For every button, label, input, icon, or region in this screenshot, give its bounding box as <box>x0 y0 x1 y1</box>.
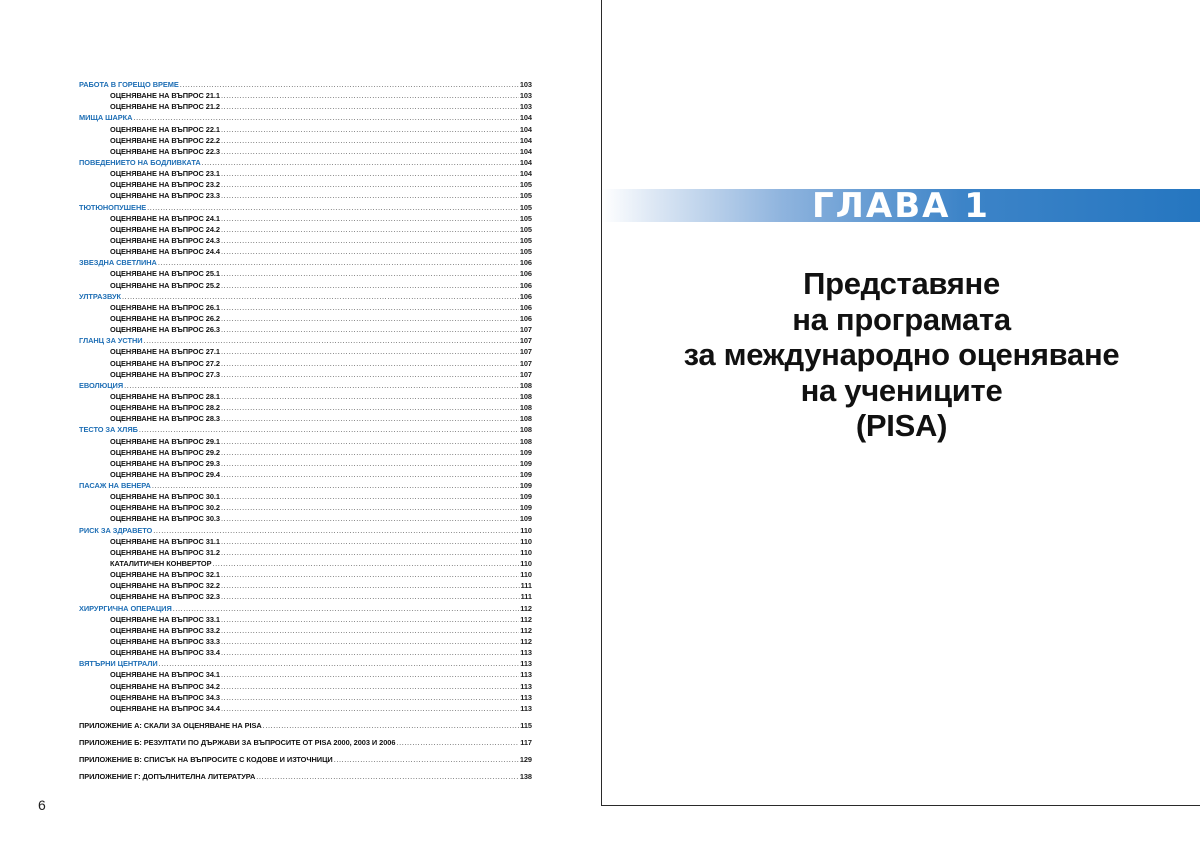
toc-subentry-row[interactable] <box>79 358 532 369</box>
toc-entry-title: ОЦЕНЯВАНЕ НА ВЪПРОС 29.1 <box>110 436 220 446</box>
toc-entry-title: ОЦЕНЯВАНЕ НА ВЪПРОС 27.1 <box>110 347 220 357</box>
toc-dot-leader <box>221 681 519 692</box>
toc-entry-title: ОЦЕНЯВАНЕ НА ВЪПРОС 24.4 <box>110 247 220 257</box>
toc-entry-page: 106 <box>519 258 532 268</box>
toc-section-row[interactable] <box>79 291 532 302</box>
toc-entry-title: ЗВЕЗДНА СВЕТЛИНА <box>79 258 157 268</box>
toc-subentry-row[interactable] <box>79 313 532 324</box>
toc-entry-title: ОЦЕНЯВАНЕ НА ВЪПРОС 34.3 <box>110 692 220 702</box>
toc-subentry-row[interactable] <box>79 436 532 447</box>
toc-entry-title: ТЮТЮНОПУШЕНЕ <box>79 202 147 212</box>
toc-dot-leader <box>152 480 519 491</box>
toc-subentry-row[interactable] <box>79 213 532 224</box>
toc-subentry-row[interactable] <box>79 369 532 380</box>
toc-entry-page: 103 <box>519 102 532 112</box>
toc-entry-page: 109 <box>519 514 532 524</box>
toc-subentry-row[interactable] <box>79 547 532 558</box>
toc-entry-page: 117 <box>520 738 532 748</box>
toc-entry-page: 108 <box>519 391 532 401</box>
toc-entry-title: ОЦЕНЯВАНЕ НА ВЪПРОС 32.1 <box>110 570 220 580</box>
toc-subentry-row[interactable] <box>79 625 532 636</box>
toc-entry-title: ГЛАНЦ ЗА УСТНИ <box>79 336 143 346</box>
toc-subentry-row[interactable] <box>79 268 532 279</box>
toc-dot-leader <box>139 424 519 435</box>
toc-entry-page: 106 <box>519 280 532 290</box>
toc-section-row[interactable] <box>79 525 532 536</box>
toc-entry-page: 112 <box>520 625 532 635</box>
toc-entry-page: 110 <box>520 559 532 569</box>
toc-entry-page: 107 <box>519 358 532 368</box>
table-of-contents <box>79 79 532 783</box>
toc-subentry-row[interactable] <box>79 179 532 190</box>
toc-entry-title: ОЦЕНЯВАНЕ НА ВЪПРОС 22.2 <box>110 135 220 145</box>
toc-subentry-row[interactable] <box>79 280 532 291</box>
toc-entry-title: ОЦЕНЯВАНЕ НА ВЪПРОС 29.2 <box>110 447 220 457</box>
toc-entry-title: МИЩА ШАРКА <box>79 113 133 123</box>
toc-entry-title: ОЦЕНЯВАНЕ НА ВЪПРОС 27.3 <box>110 369 220 379</box>
toc-appendix-row[interactable] <box>79 737 532 748</box>
toc-dot-leader <box>221 391 519 402</box>
toc-entry-title: ОЦЕНЯВАНЕ НА ВЪПРОС 34.4 <box>110 703 220 713</box>
toc-entry-page: 109 <box>519 469 532 479</box>
toc-dot-leader <box>221 90 519 101</box>
toc-entry-page: 110 <box>520 570 532 580</box>
toc-entry-title: УЛТРАЗВУК <box>79 291 121 301</box>
toc-dot-leader <box>221 346 519 357</box>
toc-entry-page: 103 <box>519 80 532 89</box>
toc-entry-title: ОЦЕНЯВАНЕ НА ВЪПРОС 29.4 <box>110 469 220 479</box>
toc-dot-leader <box>221 246 519 257</box>
toc-subentry-row[interactable] <box>79 90 532 101</box>
toc-dot-leader <box>221 502 519 513</box>
toc-section-row[interactable] <box>79 480 532 491</box>
toc-entry-page: 108 <box>519 380 532 390</box>
toc-dot-leader <box>221 513 519 524</box>
chapter-title-line: на учениците <box>800 372 1003 408</box>
toc-entry-page: 104 <box>519 113 532 123</box>
toc-entry-title: ОЦЕНЯВАНЕ НА ВЪПРОС 32.3 <box>110 592 220 602</box>
toc-section-row[interactable] <box>79 112 532 123</box>
toc-entry-page: 105 <box>519 180 532 190</box>
toc-entry-title: ПАСАЖ НА ВЕНЕРА <box>79 481 151 491</box>
toc-dot-leader <box>221 458 519 469</box>
toc-dot-leader <box>221 614 519 625</box>
toc-entry-title: РИСК ЗА ЗДРАВЕТО <box>79 525 153 535</box>
toc-dot-leader <box>221 402 519 413</box>
toc-entry-page: 112 <box>520 614 532 624</box>
right-page <box>601 0 1200 806</box>
toc-subentry-row[interactable] <box>79 469 532 480</box>
toc-dot-leader <box>221 547 519 558</box>
toc-entry-title: ПОВЕДЕНИЕТО НА БОДЛИВКАТА <box>79 157 201 167</box>
toc-subentry-row[interactable] <box>79 502 532 513</box>
toc-entry-title: ОЦЕНЯВАНЕ НА ВЪПРОС 33.3 <box>110 637 220 647</box>
toc-dot-leader <box>221 491 519 502</box>
toc-entry-title: ОЦЕНЯВАНЕ НА ВЪПРОС 26.1 <box>110 302 220 312</box>
toc-entry-page: 111 <box>520 581 532 591</box>
toc-section-row[interactable] <box>79 335 532 346</box>
toc-entry-page: 112 <box>520 603 532 613</box>
chapter-title-line: на програмата <box>792 301 1011 337</box>
toc-entry-title: ОЦЕНЯВАНЕ НА ВЪПРОС 33.4 <box>110 648 220 658</box>
toc-entry-title: ПРИЛОЖЕНИЕ А: СКАЛИ ЗА ОЦЕНЯВАНЕ НА PISA <box>79 721 262 731</box>
toc-subentry-row[interactable] <box>79 324 532 335</box>
toc-dot-leader <box>221 636 519 647</box>
toc-subentry-row[interactable] <box>79 135 532 146</box>
toc-entry-page: 107 <box>519 325 532 335</box>
toc-subentry-row[interactable] <box>79 458 532 469</box>
toc-entry-title: ОЦЕНЯВАНЕ НА ВЪПРОС 30.2 <box>110 503 220 513</box>
toc-subentry-row[interactable] <box>79 692 532 703</box>
toc-dot-leader <box>221 101 519 112</box>
toc-dot-leader <box>221 179 519 190</box>
toc-entry-title: ОЦЕНЯВАНЕ НА ВЪПРОС 27.2 <box>110 358 220 368</box>
toc-dot-leader <box>147 202 519 213</box>
toc-entry-title: ОЦЕНЯВАНЕ НА ВЪПРОС 28.1 <box>110 391 220 401</box>
toc-entry-page: 104 <box>519 169 532 179</box>
toc-dot-leader <box>221 213 519 224</box>
toc-dot-leader <box>221 124 519 135</box>
toc-entry-title: ОЦЕНЯВАНЕ НА ВЪПРОС 24.2 <box>110 224 220 234</box>
toc-entry-title: ОЦЕНЯВАНЕ НА ВЪПРОС 26.3 <box>110 325 220 335</box>
chapter-title-line: Представяне <box>803 266 1000 301</box>
toc-dot-leader <box>221 224 519 235</box>
toc-entry-page: 107 <box>519 336 532 346</box>
toc-entry-title: ОЦЕНЯВАНЕ НА ВЪПРОС 21.1 <box>110 91 220 101</box>
toc-dot-leader <box>221 146 519 157</box>
toc-dot-leader <box>221 569 519 580</box>
toc-entry-title: ОЦЕНЯВАНЕ НА ВЪПРОС 34.2 <box>110 681 220 691</box>
toc-entry-page: 109 <box>519 492 532 502</box>
toc-dot-leader <box>221 302 519 313</box>
toc-entry-page: 106 <box>519 269 532 279</box>
toc-entry-title: КАТАЛИТИЧЕН КОНВЕРТОР <box>110 559 212 569</box>
toc-entry-title: ПРИЛОЖЕНИЕ Г: ДОПЪЛНИТЕЛНА ЛИТЕРАТУРА <box>79 772 256 782</box>
toc-dot-leader <box>159 658 520 669</box>
toc-entry-page: 105 <box>519 202 532 212</box>
chapter-title <box>602 266 1200 444</box>
toc-subentry-row[interactable] <box>79 124 532 135</box>
toc-entry-page: 108 <box>519 436 532 446</box>
toc-subentry-row[interactable] <box>79 402 532 413</box>
toc-entry-page: 110 <box>520 536 532 546</box>
toc-dot-leader <box>202 157 519 168</box>
toc-entry-page: 108 <box>519 414 532 424</box>
toc-entry-title: ОЦЕНЯВАНЕ НА ВЪПРОС 23.2 <box>110 180 220 190</box>
toc-dot-leader <box>153 525 519 536</box>
toc-entry-page: 106 <box>519 291 532 301</box>
toc-dot-leader <box>396 737 519 748</box>
chapter-title-line: за международно оценяване <box>683 337 1120 372</box>
toc-dot-leader <box>180 79 519 90</box>
toc-entry-page: 105 <box>519 235 532 245</box>
toc-entry-title: ОЦЕНЯВАНЕ НА ВЪПРОС 22.1 <box>110 124 220 134</box>
toc-entry-page: 113 <box>520 659 532 669</box>
toc-dot-leader <box>133 112 518 123</box>
toc-subentry-row[interactable] <box>79 636 532 647</box>
toc-dot-leader <box>221 358 519 369</box>
toc-appendix-row[interactable] <box>79 771 532 782</box>
toc-entry-page: 109 <box>519 447 532 457</box>
toc-dot-leader <box>263 720 520 731</box>
toc-dot-leader <box>124 380 519 391</box>
toc-entry-title: ОЦЕНЯВАНЕ НА ВЪПРОС 23.3 <box>110 191 220 201</box>
toc-dot-leader <box>221 168 519 179</box>
toc-section-row[interactable] <box>79 658 532 669</box>
toc-entry-page: 109 <box>519 503 532 513</box>
toc-dot-leader <box>212 558 519 569</box>
toc-subentry-row[interactable] <box>79 235 532 246</box>
toc-subentry-row[interactable] <box>79 647 532 658</box>
toc-entry-title: ХИРУРГИЧНА ОПЕРАЦИЯ <box>79 603 172 613</box>
toc-dot-leader <box>221 625 519 636</box>
toc-entry-page: 113 <box>520 692 532 702</box>
toc-entry-page: 115 <box>520 721 532 731</box>
toc-dot-leader <box>221 190 519 201</box>
toc-dot-leader <box>221 647 519 658</box>
toc-subentry-row[interactable] <box>79 614 532 625</box>
toc-subentry-row[interactable] <box>79 346 532 357</box>
toc-entry-page: 110 <box>520 525 532 535</box>
toc-entry-title: ВЯТЪРНИ ЦЕНТРАЛИ <box>79 659 158 669</box>
toc-dot-leader <box>158 257 519 268</box>
toc-entry-title: ОЦЕНЯВАНЕ НА ВЪПРОС 28.2 <box>110 403 220 413</box>
toc-subentry-row[interactable] <box>79 513 532 524</box>
toc-dot-leader <box>221 369 519 380</box>
toc-entry-title: ОЦЕНЯВАНЕ НА ВЪПРОС 30.1 <box>110 492 220 502</box>
toc-entry-title: ОЦЕНЯВАНЕ НА ВЪПРОС 25.1 <box>110 269 220 279</box>
toc-section-row[interactable] <box>79 202 532 213</box>
toc-dot-leader <box>221 447 519 458</box>
toc-entry-title: ОЦЕНЯВАНЕ НА ВЪПРОС 30.3 <box>110 514 220 524</box>
toc-entry-title: ПРИЛОЖЕНИЕ В: СПИСЪК НА ВЪПРОСИТЕ С КОДОВЕ И ИЗТОЧНИЦИ <box>79 755 333 765</box>
toc-section-row[interactable] <box>79 424 532 435</box>
toc-entry-title: ОЦЕНЯВАНЕ НА ВЪПРОС 24.1 <box>110 213 220 223</box>
toc-entry-title: ЕВОЛЮЦИЯ <box>79 380 124 390</box>
toc-entry-page: 113 <box>520 681 532 691</box>
toc-entry-page: 104 <box>519 135 532 145</box>
toc-dot-leader <box>221 692 519 703</box>
toc-entry-page: 113 <box>520 648 532 658</box>
toc-entry-page: 108 <box>519 425 532 435</box>
toc-dot-leader <box>221 536 519 547</box>
toc-entry-page: 109 <box>519 458 532 468</box>
toc-entry-title: ОЦЕНЯВАНЕ НА ВЪПРОС 26.2 <box>110 313 220 323</box>
toc-entry-page: 129 <box>519 755 532 765</box>
toc-subentry-row[interactable] <box>79 101 532 112</box>
toc-subentry-row[interactable] <box>79 580 532 591</box>
toc-subentry-row[interactable] <box>79 536 532 547</box>
toc-entry-page: 138 <box>519 772 532 782</box>
toc-subentry-row[interactable] <box>79 569 532 580</box>
toc-entry-page: 110 <box>520 547 532 557</box>
toc-entry-title: ТЕСТО ЗА ХЛЯБ <box>79 425 138 435</box>
toc-subentry-row[interactable] <box>79 246 532 257</box>
toc-subentry-row[interactable] <box>79 491 532 502</box>
toc-dot-leader <box>221 135 519 146</box>
toc-subentry-row[interactable] <box>79 669 532 680</box>
toc-subentry-row[interactable] <box>79 558 532 569</box>
toc-entry-page: 108 <box>519 403 532 413</box>
toc-entry-page: 109 <box>519 481 532 491</box>
chapter-title-line: (PISA) <box>855 408 948 443</box>
toc-entry-page: 106 <box>519 313 532 323</box>
toc-entry-page: 104 <box>519 124 532 134</box>
page-number: 6 <box>38 797 46 813</box>
toc-entry-title: ОЦЕНЯВАНЕ НА ВЪПРОС 32.2 <box>110 581 220 591</box>
toc-entry-page: 107 <box>519 369 532 379</box>
toc-entry-title: ОЦЕНЯВАНЕ НА ВЪПРОС 21.2 <box>110 102 220 112</box>
toc-entry-page: 103 <box>519 91 532 101</box>
toc-subentry-row[interactable] <box>79 302 532 313</box>
toc-entry-page: 104 <box>519 146 532 156</box>
toc-subentry-row[interactable] <box>79 447 532 458</box>
toc-dot-leader <box>221 324 519 335</box>
toc-entry-title: ОЦЕНЯВАНЕ НА ВЪПРОС 22.3 <box>110 146 220 156</box>
toc-entry-title: ОЦЕНЯВАНЕ НА ВЪПРОС 25.2 <box>110 280 220 290</box>
toc-dot-leader <box>173 603 520 614</box>
toc-entry-title: ОЦЕНЯВАНЕ НА ВЪПРОС 29.3 <box>110 458 220 468</box>
toc-dot-leader <box>221 280 519 291</box>
toc-subentry-row[interactable] <box>79 591 532 602</box>
toc-appendix-row[interactable] <box>79 720 532 731</box>
chapter-label: ГЛАВА 1 <box>812 186 990 226</box>
toc-dot-leader <box>221 436 519 447</box>
toc-entry-title: ОЦЕНЯВАНЕ НА ВЪПРОС 33.1 <box>110 614 220 624</box>
toc-section-row[interactable] <box>79 380 532 391</box>
toc-subentry-row[interactable] <box>79 681 532 692</box>
toc-dot-leader <box>256 771 519 782</box>
toc-section-row[interactable] <box>79 257 532 268</box>
toc-entry-page: 105 <box>519 224 532 234</box>
toc-entry-title: РАБОТА В ГОРЕЩО ВРЕМЕ <box>79 80 179 89</box>
toc-entry-title: ОЦЕНЯВАНЕ НА ВЪПРОС 31.2 <box>110 547 220 557</box>
toc-dot-leader <box>221 580 520 591</box>
toc-dot-leader <box>221 268 519 279</box>
toc-entry-page: 112 <box>520 637 532 647</box>
toc-entry-page: 106 <box>519 302 532 312</box>
toc-entry-title: ОЦЕНЯВАНЕ НА ВЪПРОС 31.1 <box>110 536 220 546</box>
toc-entry-page: 113 <box>520 670 532 680</box>
toc-entry-page: 104 <box>519 157 532 167</box>
toc-entry-page: 107 <box>519 347 532 357</box>
toc-dot-leader <box>122 291 519 302</box>
toc-entry-title: ОЦЕНЯВАНЕ НА ВЪПРОС 34.1 <box>110 670 220 680</box>
toc-entry-page: 111 <box>520 592 532 602</box>
toc-subentry-row[interactable] <box>79 391 532 402</box>
toc-entry-page: 105 <box>519 213 532 223</box>
toc-dot-leader <box>221 669 519 680</box>
toc-subentry-row[interactable] <box>79 413 532 424</box>
toc-entry-page: 105 <box>519 247 532 257</box>
toc-dot-leader <box>221 591 520 602</box>
toc-section-row[interactable] <box>79 157 532 168</box>
toc-entry-title: ОЦЕНЯВАНЕ НА ВЪПРОС 24.3 <box>110 235 220 245</box>
toc-appendix-row[interactable] <box>79 754 532 765</box>
toc-entry-page: 113 <box>520 703 532 713</box>
toc-entry-title: ПРИЛОЖЕНИЕ Б: РЕЗУЛТАТИ ПО ДЪРЖАВИ ЗА ВЪПРОСИТЕ ОТ PISA 2000, 2003 И 2006 <box>79 738 396 748</box>
toc-dot-leader <box>221 235 519 246</box>
toc-dot-leader <box>221 469 519 480</box>
toc-subentry-row[interactable] <box>79 190 532 201</box>
toc-dot-leader <box>334 754 519 765</box>
toc-subentry-row[interactable] <box>79 146 532 157</box>
toc-entry-title: ОЦЕНЯВАНЕ НА ВЪПРОС 23.1 <box>110 169 220 179</box>
toc-dot-leader <box>144 335 519 346</box>
toc-dot-leader <box>221 313 519 324</box>
toc-entry-title: ОЦЕНЯВАНЕ НА ВЪПРОС 28.3 <box>110 414 220 424</box>
toc-entry-title: ОЦЕНЯВАНЕ НА ВЪПРОС 33.2 <box>110 625 220 635</box>
toc-subentry-row[interactable] <box>79 168 532 179</box>
toc-dot-leader <box>221 703 519 714</box>
toc-subentry-row[interactable] <box>79 224 532 235</box>
toc-section-row[interactable] <box>79 603 532 614</box>
toc-dot-leader <box>221 413 519 424</box>
toc-entry-page: 105 <box>519 191 532 201</box>
toc-subentry-row[interactable] <box>79 703 532 714</box>
toc-section-row[interactable] <box>79 79 532 90</box>
